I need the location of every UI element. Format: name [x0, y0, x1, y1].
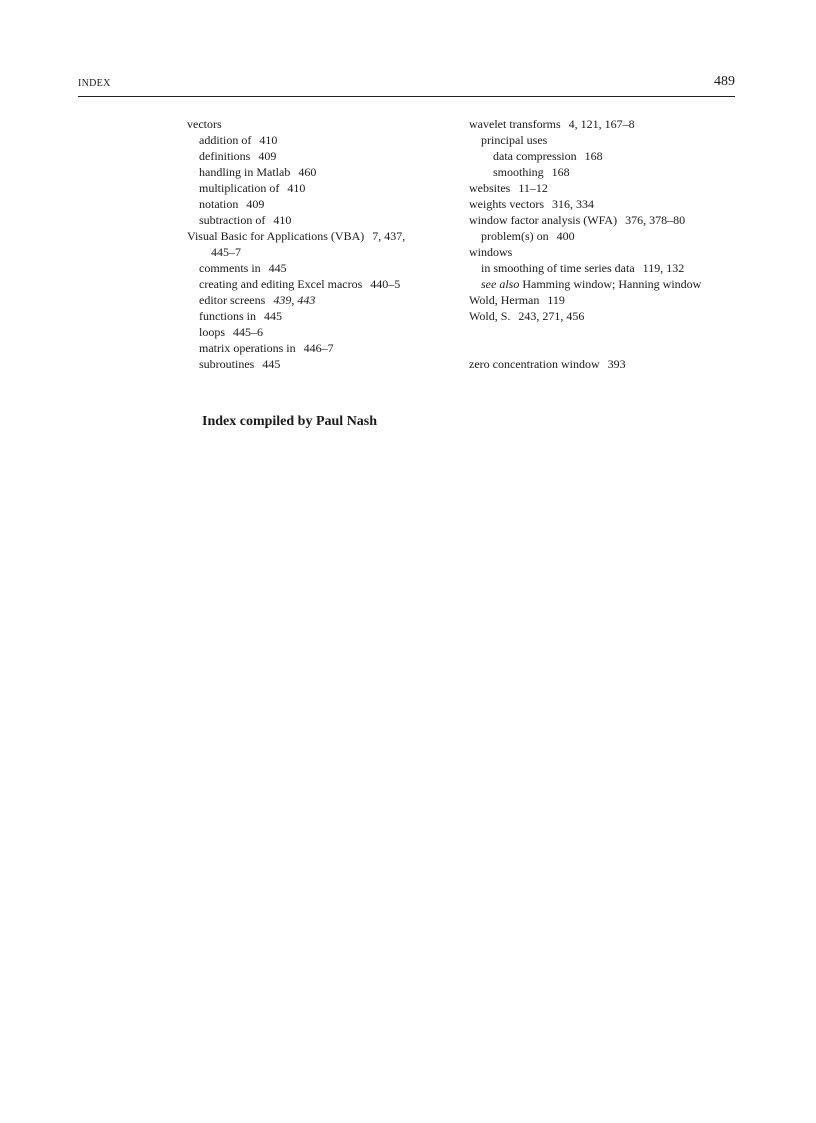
entry-term: principal uses — [481, 133, 548, 147]
index-subentry — [187, 308, 447, 324]
entry-term: zero concentration window — [469, 357, 600, 371]
see-also-label: see also — [481, 277, 520, 291]
entry-pages: 409 — [246, 197, 265, 211]
entry-pages: 460 — [298, 165, 317, 179]
index-subentry — [187, 196, 447, 212]
index-subentry — [469, 228, 749, 244]
entry-term: smoothing — [493, 165, 544, 179]
entry-pages: 243, 271, 456 — [518, 309, 585, 323]
index-entry — [469, 292, 749, 308]
entry-term: data compression — [493, 149, 577, 163]
index-subentry — [187, 148, 447, 164]
index-entry-continuation — [187, 244, 447, 260]
entry-pages: 11–12 — [518, 181, 548, 195]
letter-group-gap — [469, 324, 749, 356]
entry-term: Wold, S. — [469, 309, 511, 323]
entry-term: problem(s) on — [481, 229, 549, 243]
entry-pages: 376, 378–80 — [625, 213, 686, 227]
index-subsubentry — [469, 148, 749, 164]
index-subsubentry — [469, 164, 749, 180]
entry-term: windows — [469, 245, 513, 259]
entry-pages: 168 — [584, 149, 603, 163]
page-number: 489 — [714, 74, 735, 89]
entry-term: window factor analysis (WFA) — [469, 213, 618, 227]
index-entry — [469, 212, 749, 228]
entry-pages: 440–5 — [370, 277, 401, 291]
entry-pages: 400 — [556, 229, 575, 243]
entry-pages: 410 — [259, 133, 278, 147]
entry-term: wavelet transforms — [469, 117, 561, 131]
entry-pages: 393 — [607, 357, 626, 371]
index-subentry — [469, 132, 749, 148]
running-head — [78, 74, 735, 97]
entry-pages: 7, 437, — [372, 229, 406, 243]
entry-term: websites — [469, 181, 511, 195]
entry-term: addition of — [199, 133, 252, 147]
index-subentry — [187, 340, 447, 356]
entry-term: subtraction of — [199, 213, 266, 227]
index-subentry — [187, 356, 447, 372]
entry-term: creating and editing Excel macros — [199, 277, 363, 291]
index-subentry — [187, 292, 447, 308]
entry-term: vectors — [187, 117, 222, 131]
index-entry — [187, 228, 447, 244]
index-subentry — [469, 260, 749, 276]
entry-term: weights vectors — [469, 197, 544, 211]
index-entry — [187, 116, 447, 132]
entry-pages: 445 — [264, 309, 282, 323]
index-entry — [469, 116, 749, 132]
entry-pages: 316, 334 — [551, 197, 594, 211]
running-head-title: INDEX — [78, 78, 111, 89]
entry-term: comments in — [199, 261, 261, 275]
index-subentry — [187, 276, 447, 292]
entry-term: Hamming window; Hanning window — [522, 277, 702, 291]
entry-pages-italic: 439 — [273, 293, 292, 307]
index-subentry — [187, 212, 447, 228]
entry-term: Visual Basic for Applications (VBA) — [187, 229, 365, 243]
index-entry — [469, 244, 749, 260]
entry-term: handling in Matlab — [199, 165, 291, 179]
entry-term: matrix operations in — [199, 341, 296, 355]
index-subentry — [187, 180, 447, 196]
entry-pages-separator: , — [291, 293, 298, 307]
entry-pages: 445 — [262, 357, 281, 371]
entry-pages: 4, 121, 167–8 — [568, 117, 635, 131]
entry-term: multiplication of — [199, 181, 280, 195]
entry-pages: 168 — [551, 165, 570, 179]
entry-pages: 445–7 — [211, 245, 241, 259]
index-credit: Index compiled by Paul Nash — [202, 414, 378, 429]
entry-pages: 410 — [287, 181, 306, 195]
entry-pages: 119 — [547, 293, 565, 307]
entry-term: in smoothing of time series data — [481, 261, 635, 275]
entry-pages: 409 — [258, 149, 277, 163]
entry-pages: 410 — [273, 213, 292, 227]
index-subentry — [469, 276, 749, 292]
entry-term: notation — [199, 197, 239, 211]
entry-term: subroutines — [199, 357, 255, 371]
index-subentry — [187, 260, 447, 276]
entry-pages: 446–7 — [303, 341, 334, 355]
entry-pages-italic: 443 — [297, 293, 316, 307]
index-entry — [469, 196, 749, 212]
index-subentry — [187, 132, 447, 148]
entry-pages: 445–6 — [233, 325, 264, 339]
index-entry — [469, 180, 749, 196]
index-subentry — [187, 164, 447, 180]
index-entry — [469, 308, 749, 324]
entry-term: loops — [199, 325, 226, 339]
index-column-right — [469, 116, 749, 372]
index-subentry — [187, 324, 447, 340]
entry-pages: 119, 132 — [642, 261, 685, 275]
index-column-left — [187, 116, 447, 372]
entry-pages: 445 — [268, 261, 287, 275]
entry-term: editor screens — [199, 293, 266, 307]
entry-term: definitions — [199, 149, 251, 163]
entry-term: Wold, Herman — [469, 293, 540, 307]
entry-term: functions in — [199, 309, 256, 323]
index-entry — [469, 356, 749, 372]
